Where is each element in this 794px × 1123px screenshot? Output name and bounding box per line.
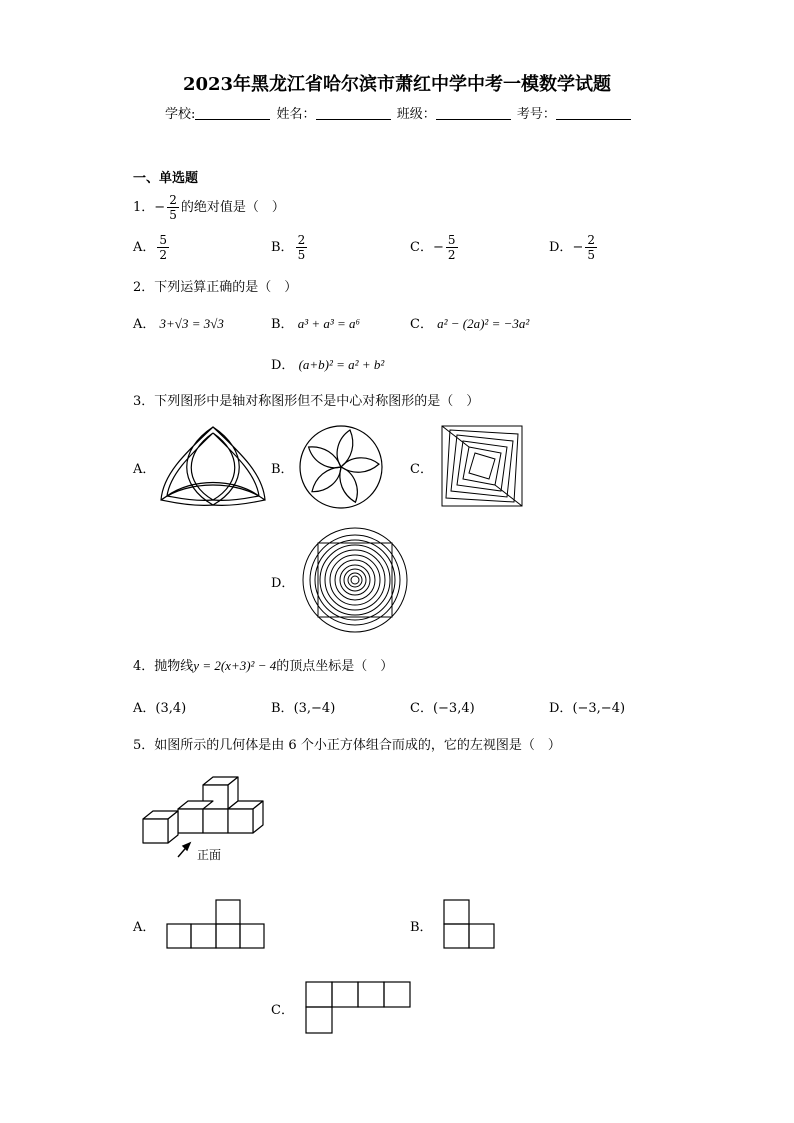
nested-squares-figure[interactable] xyxy=(441,425,523,507)
frac-denominator: 2 xyxy=(447,248,456,262)
option-sign: − xyxy=(572,240,584,255)
exam-no-label: 考号： xyxy=(516,107,556,122)
option-value: (−3,−4) xyxy=(572,701,626,716)
q5-number: 5． xyxy=(133,738,155,753)
question-5 xyxy=(133,734,561,753)
pinwheel-circle-figure[interactable] xyxy=(298,424,384,510)
option-label: D． xyxy=(549,240,573,255)
q4-expression: y = 2(x+3)² − 4 xyxy=(193,658,277,673)
q3-option-c-label[interactable]: C． xyxy=(410,462,433,477)
q4-option-a[interactable] xyxy=(133,697,186,716)
option-expression: 3+√3 = 3√3 xyxy=(159,316,224,331)
option-expression: (a+b)² = a² + b² xyxy=(298,357,385,372)
q4-option-d[interactable] xyxy=(549,697,625,716)
option-label: B． xyxy=(271,701,294,716)
option-expression: a² − (2a)² = −3a² xyxy=(437,316,530,331)
concentric-circles-figure[interactable] xyxy=(302,527,408,633)
q2-number: 2． xyxy=(133,280,155,295)
frac-denominator: 5 xyxy=(297,248,306,262)
q5-option-b-view[interactable] xyxy=(443,899,497,949)
triquetra-figure[interactable] xyxy=(158,425,268,510)
q3-option-b-label[interactable]: B． xyxy=(271,462,294,477)
q3-option-a-label[interactable]: A． xyxy=(133,462,156,477)
front-label: 正面 xyxy=(197,848,222,862)
q2-option-c[interactable] xyxy=(410,313,529,332)
option-label: C． xyxy=(410,240,433,255)
q3-option-d-label[interactable]: D． xyxy=(271,576,295,591)
school-label: 学校: xyxy=(165,107,196,122)
q2-text: 下列运算正确的是（ ） xyxy=(154,280,298,295)
q1-neg-sign: − xyxy=(154,200,166,215)
question-4 xyxy=(133,655,393,674)
q1-option-b[interactable] xyxy=(271,233,309,262)
option-fraction xyxy=(157,233,169,262)
question-2 xyxy=(133,276,297,295)
student-info-line xyxy=(165,103,633,122)
frac-numerator: 5 xyxy=(447,233,456,247)
q1-frac-denominator: 5 xyxy=(169,208,177,222)
q1-fraction xyxy=(167,193,179,222)
option-value: (3,4) xyxy=(155,701,187,716)
q2-option-d[interactable] xyxy=(271,354,384,373)
option-value: (−3,4) xyxy=(432,701,475,716)
question-1 xyxy=(133,193,285,222)
option-fraction xyxy=(296,233,308,262)
frac-numerator: 5 xyxy=(159,233,168,247)
option-label: D． xyxy=(271,358,295,373)
q1-number: 1． xyxy=(133,200,155,215)
q3-number: 3． xyxy=(133,394,155,409)
q3-text: 下列图形中是轴对称图形但不是中心对称图形的是（ ） xyxy=(154,394,480,409)
q4-text-post: 的顶点坐标是（ ） xyxy=(276,659,394,674)
q4-option-b[interactable] xyxy=(271,697,335,716)
class-blank[interactable] xyxy=(436,107,511,120)
option-sign: − xyxy=(432,240,444,255)
option-fraction xyxy=(446,233,458,262)
frac-numerator: 2 xyxy=(587,233,595,247)
option-label: B． xyxy=(271,240,294,255)
q5-option-a-label[interactable]: A． xyxy=(133,920,156,935)
option-label: C． xyxy=(410,701,433,716)
option-label: B． xyxy=(271,317,294,332)
q1-frac-numerator: 2 xyxy=(169,193,177,207)
name-label: 姓名： xyxy=(276,107,316,122)
frac-numerator: 2 xyxy=(297,233,306,247)
option-label: A． xyxy=(133,317,156,332)
q1-option-a[interactable] xyxy=(133,233,171,262)
q4-option-c[interactable] xyxy=(410,697,475,716)
option-label: A． xyxy=(133,701,156,716)
q2-option-a[interactable] xyxy=(133,313,224,332)
school-blank[interactable] xyxy=(195,107,270,120)
q1-text: 的绝对值是（ ） xyxy=(180,200,285,215)
option-expression: a³ + a³ = a⁶ xyxy=(297,316,361,331)
q1-option-c[interactable] xyxy=(410,233,460,262)
exam-no-blank[interactable] xyxy=(556,107,631,120)
section-heading: 一、单选题 xyxy=(133,171,199,186)
question-3 xyxy=(133,390,479,409)
q5-option-a-view[interactable] xyxy=(166,899,266,949)
page-title: 2023年黑龙江省哈尔滨市萧红中学中考一模数学试题 xyxy=(182,74,612,95)
option-label: D． xyxy=(549,701,573,716)
class-label: 班级： xyxy=(396,107,436,122)
q5-option-c-label[interactable]: C． xyxy=(271,1003,294,1018)
option-value: (3,−4) xyxy=(293,701,336,716)
q1-option-d[interactable] xyxy=(549,233,599,262)
name-blank[interactable] xyxy=(316,107,391,120)
option-label: A． xyxy=(133,240,156,255)
option-fraction xyxy=(585,233,597,262)
q5-option-c-view[interactable] xyxy=(305,981,413,1035)
q4-number: 4． xyxy=(133,659,155,674)
frac-denominator: 2 xyxy=(159,248,168,262)
option-label: C． xyxy=(410,317,433,332)
q5-text: 如图所示的几何体是由 6 个小正方体组合而成的，它的左视图是（ ） xyxy=(154,738,561,753)
frac-denominator: 5 xyxy=(587,248,595,262)
q4-text-pre: 抛物线 xyxy=(154,659,194,674)
q2-option-b[interactable] xyxy=(271,313,360,332)
q5-option-b-label[interactable]: B． xyxy=(410,920,433,935)
